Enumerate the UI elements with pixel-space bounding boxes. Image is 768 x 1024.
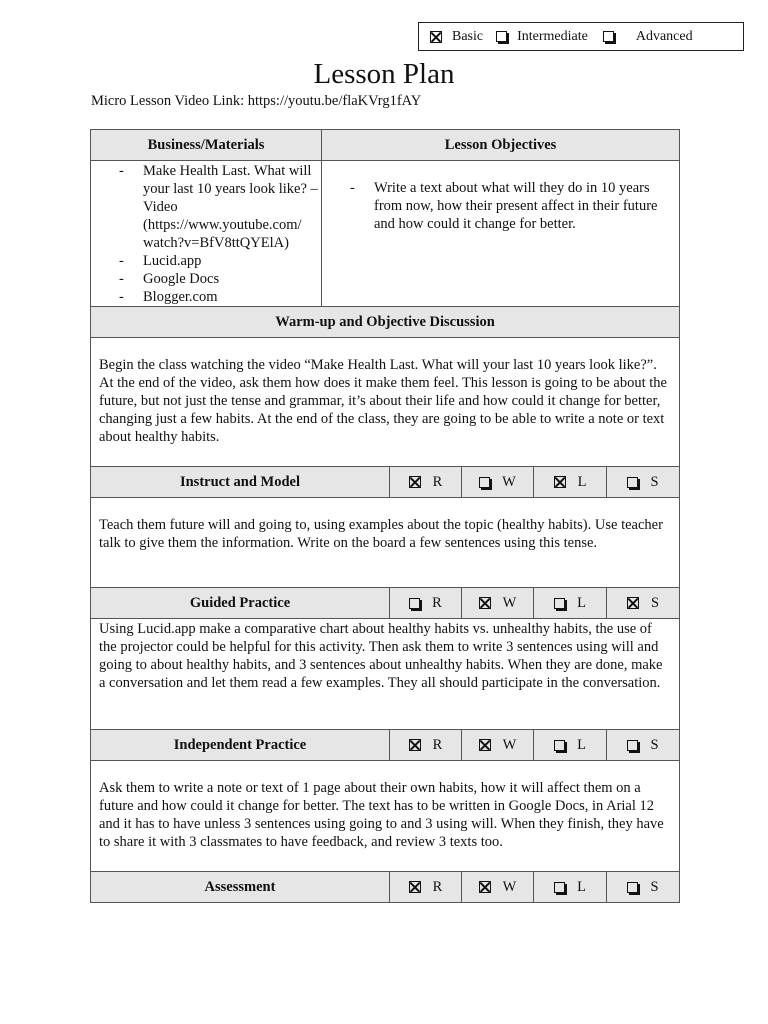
lesson-plan-table bbox=[90, 129, 680, 903]
instruct-row bbox=[91, 498, 680, 588]
list-item: - Make Health Last. What will your last 10 years look like? – Video (https://www.youtube.com/ watch?v=BfV8ttQYElA) bbox=[91, 162, 321, 252]
guided-header: Guided Practice bbox=[91, 588, 390, 619]
objectives-list bbox=[322, 179, 679, 233]
objectives-cell bbox=[322, 161, 680, 307]
level-selector bbox=[418, 22, 744, 51]
materials-cell bbox=[91, 161, 322, 307]
warmup-cell bbox=[91, 338, 680, 467]
level-basic-label: Basic bbox=[452, 28, 484, 44]
skill-w-label: W bbox=[502, 736, 517, 753]
skill-checkbox-icon bbox=[409, 739, 421, 751]
skill-r-label: R bbox=[432, 736, 443, 753]
skill-s-label: S bbox=[650, 473, 659, 490]
skill-r-label: R bbox=[432, 878, 443, 895]
skill-s-label: S bbox=[650, 594, 660, 611]
skill-r[interactable] bbox=[390, 588, 462, 619]
level-advanced-label: Advanced bbox=[635, 28, 693, 44]
skill-checkbox-icon bbox=[409, 881, 421, 893]
level-basic[interactable] bbox=[430, 29, 483, 45]
skill-checkbox-icon bbox=[409, 598, 420, 609]
skill-checkbox-icon bbox=[479, 597, 491, 609]
instruct-text: Teach them future will and going to, using examples about the topic (healthy habits). Use teacher talk to give them the information. Write on the board a few sentences using this tense. bbox=[99, 517, 663, 551]
warmup-text: Begin the class watching the video “Make Health Last. What will your last 10 years look like?”. At the end of the video, ask them how does it make them feel. This lesson is going to be about the future, but not just the tense and grammar, it’s about their life and how could it change for better, changing just a few habits. At the end of the class, they are going to be able to write a note or text about healthy habits. bbox=[99, 357, 667, 445]
list-item: - Write a text about what will they do in 10 years from now, how their present affect in their future and how could it change for better. bbox=[322, 179, 679, 233]
skill-l[interactable] bbox=[534, 467, 607, 498]
skill-s[interactable] bbox=[607, 588, 680, 619]
skill-checkbox-icon bbox=[627, 477, 638, 488]
skill-s-label: S bbox=[650, 878, 659, 895]
skill-l-label: L bbox=[577, 878, 586, 895]
skill-w[interactable] bbox=[462, 588, 534, 619]
skill-checkbox-icon bbox=[554, 882, 565, 893]
skill-s[interactable] bbox=[607, 467, 680, 498]
skill-s[interactable] bbox=[607, 872, 680, 903]
skill-checkbox-icon bbox=[554, 740, 565, 751]
independent-header-row bbox=[91, 730, 680, 761]
unchecked-box-icon bbox=[496, 31, 507, 42]
list-item[interactable]: - Google Docs bbox=[91, 270, 321, 288]
independent-row bbox=[91, 761, 680, 872]
materials-header: Business/Materials bbox=[91, 130, 322, 161]
skill-checkbox-icon bbox=[409, 476, 421, 488]
skill-l[interactable] bbox=[534, 730, 607, 761]
level-advanced[interactable] bbox=[603, 29, 693, 45]
list-item[interactable]: - Lucid.app bbox=[91, 252, 321, 270]
skill-l-label: L bbox=[577, 473, 587, 490]
warmup-header-row bbox=[91, 307, 680, 338]
independent-cell bbox=[91, 761, 680, 872]
skill-w[interactable] bbox=[462, 872, 534, 903]
guided-text: Using Lucid.app make a comparative chart about healthy habits vs. unhealthy habits, the use of the projector could be helpful for this activity. Then ask them to write 3 sentences using will and going to about healthy habits, and 3 sentences about unhealthy habits. When they are done, make a conversation and let them read a few examples. They all should participate in the conversation. bbox=[99, 621, 663, 691]
skill-w-label: W bbox=[502, 878, 517, 895]
skill-checkbox-icon bbox=[554, 598, 565, 609]
materials-objectives-header-row bbox=[91, 130, 680, 161]
skill-r[interactable] bbox=[390, 730, 462, 761]
skill-checkbox-icon bbox=[627, 882, 638, 893]
skill-checkbox-icon bbox=[479, 739, 491, 751]
page-title: Lesson Plan bbox=[313, 58, 455, 90]
guided-header-row bbox=[91, 588, 680, 619]
checked-box-icon bbox=[430, 31, 442, 43]
skill-l[interactable] bbox=[534, 872, 607, 903]
skill-w[interactable] bbox=[462, 730, 534, 761]
instruct-header: Instruct and Model bbox=[91, 467, 390, 498]
instruct-cell bbox=[91, 498, 680, 588]
skill-l[interactable] bbox=[534, 588, 607, 619]
independent-text: Ask them to write a note or text of 1 page about their own habits, how it will affect them on a future and how could it change for better. The text has to be written in Google Docs, in Arial 12 and it has to have unless 3 sentences using going to and 3 using will. When they finish, they have to share it with 3 classmates to have feedback, and review 3 texts too. bbox=[99, 780, 664, 850]
skill-checkbox-icon bbox=[627, 597, 639, 609]
warmup-header: Warm-up and Objective Discussion bbox=[91, 307, 680, 338]
materials-list bbox=[91, 162, 321, 306]
skill-checkbox-icon bbox=[479, 881, 491, 893]
skill-w[interactable] bbox=[462, 467, 534, 498]
skill-l-label: L bbox=[577, 736, 586, 753]
warmup-row bbox=[91, 338, 680, 467]
skill-checkbox-icon bbox=[554, 476, 566, 488]
assessment-header: Assessment bbox=[91, 872, 390, 903]
skill-s-label: S bbox=[650, 736, 659, 753]
guided-row bbox=[91, 619, 680, 730]
skill-w-label: W bbox=[502, 473, 516, 490]
level-intermediate[interactable] bbox=[496, 29, 588, 45]
skill-l-label: L bbox=[577, 594, 586, 611]
skill-s[interactable] bbox=[607, 730, 680, 761]
independent-header: Independent Practice bbox=[91, 730, 390, 761]
unchecked-box-icon bbox=[603, 31, 614, 42]
materials-objectives-row bbox=[91, 161, 680, 307]
level-intermediate-label: Intermediate bbox=[517, 28, 588, 44]
instruct-header-row bbox=[91, 467, 680, 498]
skill-checkbox-icon bbox=[479, 477, 490, 488]
objectives-header: Lesson Objectives bbox=[322, 130, 680, 161]
assessment-header-row bbox=[91, 872, 680, 903]
skill-r-label: R bbox=[432, 473, 443, 490]
skill-r-label: R bbox=[432, 594, 442, 611]
skill-checkbox-icon bbox=[627, 740, 638, 751]
skill-r[interactable] bbox=[390, 467, 462, 498]
guided-cell bbox=[91, 619, 680, 730]
skill-r[interactable] bbox=[390, 872, 462, 903]
skill-w-label: W bbox=[502, 594, 517, 611]
video-link[interactable]: Micro Lesson Video Link: https://youtu.be/flaKVrg1fAY bbox=[91, 93, 422, 109]
list-item[interactable]: - Blogger.com bbox=[91, 288, 321, 306]
